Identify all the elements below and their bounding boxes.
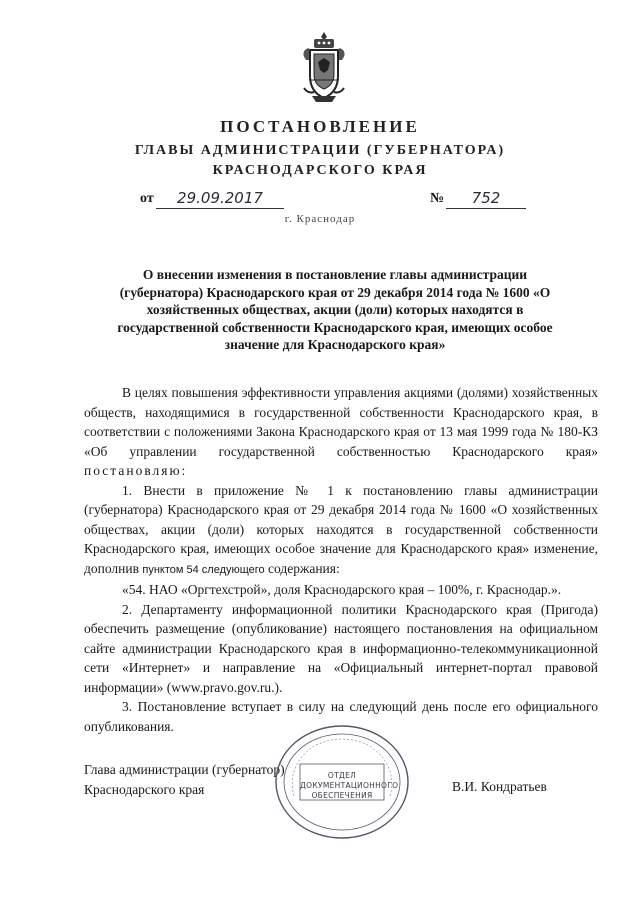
item-2-paragraph: 2. Департаменту информационной политики Краснодарского края (Пригода) обеспечить размещение (опубликование) настоящего постановления на официальном сайте администрации Краснодарского края в информационно-телекоммуникационной сети «Интернет» и направление на «Официальный интернет-портал правовой информации» (www.pravo.gov.ru.). <box>84 601 598 695</box>
stamp-line2: ДОКУМЕНТАЦИОННОГО <box>300 781 399 790</box>
item-3-paragraph: 3. Постановление вступает в силу на следующий день после его официального опубликования. <box>84 699 598 734</box>
issuer-heading-line1: ГЛАВЫ АДМИНИСТРАЦИИ (ГУБЕРНАТОРА) <box>134 143 506 158</box>
signatory-name: В.И. Кондратьев <box>452 779 547 794</box>
stamp-line1: ОТДЕЛ <box>327 771 357 780</box>
number-label: № <box>430 191 445 206</box>
item-1-inserted-text: пунктом 54 следующего <box>142 563 265 576</box>
date-label: от <box>140 191 154 206</box>
document-number: 752 <box>446 190 526 209</box>
document-title: О внесении изменения в постановление главы администрации (губернатора) Краснодарского края от 29 декабря 2014 года № 1600 «О хозяйственных обществах, акции (доли) которых находятся в государственной собственности Краснодарского края, имеющих особое значение для Краснодарского края» <box>117 267 553 352</box>
preamble-paragraph <box>84 383 598 481</box>
item-1-text: 1. Внести в приложение № 1 к постановлению главы администрации (губернатора) Краснодарского края от 29 декабря 2014 года № 1600 «О хозяйственных обществах, акции (доли) которых находятся в государственной собственности Краснодарского края, имеющих особое значение для Краснодарского края» изменение, дополнив <box>84 482 598 576</box>
city-name: г. Краснодар <box>284 213 356 225</box>
preamble-text: В целях повышения эффективности управления акциями (долями) хозяйственных обществ, находящимися в государственной собственности Краснодарского края, в соответствии с положениями Закона Краснодарского края от 13 мая 1999 года № 180-КЗ «Об управлении государственной собственностью Краснодарского края» <box>84 385 598 459</box>
coat-of-arms-emblem <box>296 30 352 104</box>
issuer-heading-line2: КРАСНОДАРСКОГО КРАЯ <box>212 163 428 178</box>
item-1-end: содержания: <box>268 560 340 576</box>
item-54-paragraph: «54. НАО «Оргтехстрой», доля Краснодарского края – 100%, г. Краснодар.». <box>122 582 562 597</box>
document-date: 29.09.2017 <box>156 190 284 209</box>
item-1-paragraph <box>84 481 598 581</box>
document-type-heading: ПОСТАНОВЛЕНИЕ <box>220 117 420 136</box>
resolve-word: постановляю: <box>84 463 188 478</box>
stamp-center-text <box>300 771 399 801</box>
document-body <box>84 383 598 736</box>
signatory-position <box>84 760 285 799</box>
stamp-line3: ОБЕСПЕЧЕНИЯ <box>311 791 373 800</box>
signatory-position-line1: Глава администрации (губернатор) <box>84 762 285 777</box>
signatory-position-line2: Краснодарского края <box>84 781 205 797</box>
